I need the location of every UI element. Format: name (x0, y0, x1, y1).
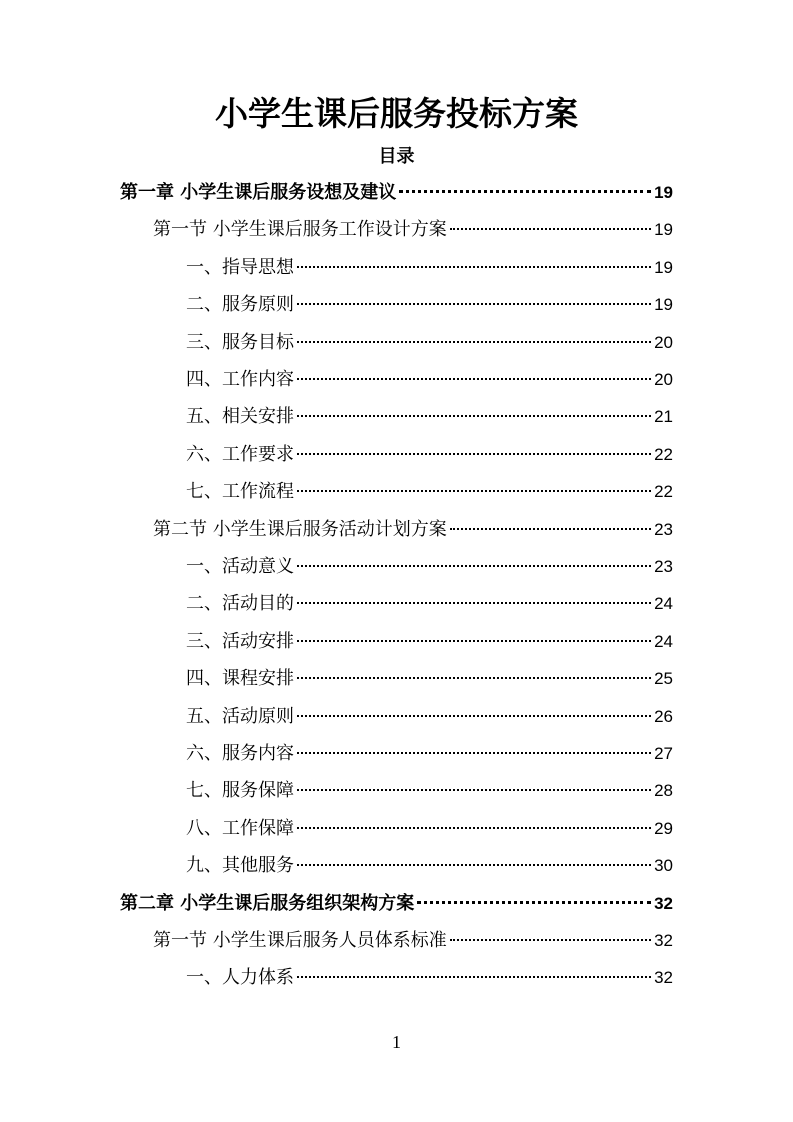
toc-dot-leader (297, 640, 651, 642)
toc-entry-page: 26 (654, 706, 673, 726)
toc-entry-label: 第二节 小学生课后服务活动计划方案 (153, 518, 447, 540)
toc-entry-section[interactable] (153, 511, 673, 548)
toc-entry-page: 32 (654, 931, 673, 950)
toc-entry-section[interactable] (153, 211, 673, 248)
toc-entry-page: 23 (654, 519, 673, 539)
toc-dot-leader (297, 490, 651, 492)
toc-dot-leader (297, 752, 651, 754)
toc-entry-label: 九、其他服务 (186, 855, 294, 877)
toc-entry-item[interactable] (186, 473, 673, 510)
toc-entry-item[interactable] (186, 436, 673, 473)
toc-entry-label: 六、服务内容 (186, 743, 294, 764)
toc-entry-chapter[interactable] (120, 885, 673, 922)
toc-dot-leader (297, 378, 651, 380)
toc-entry-item[interactable] (186, 286, 673, 323)
toc-dot-leader (297, 453, 651, 455)
toc-entry-item[interactable] (186, 398, 673, 435)
toc-entry-label: 四、课程安排 (186, 668, 294, 690)
toc-entry-label: 第一章 小学生课后服务设想及建议 (120, 182, 397, 203)
toc-entry-item[interactable] (186, 847, 673, 884)
toc-dot-leader (297, 789, 651, 791)
toc-dot-leader (297, 602, 651, 604)
toc-entry-label: 三、服务目标 (186, 331, 294, 353)
toc-dot-leader (297, 677, 651, 679)
toc-entry-item[interactable] (186, 623, 673, 660)
toc-dot-leader (450, 939, 651, 941)
toc-entry-page: 19 (654, 220, 673, 240)
toc-entry-page: 29 (654, 818, 673, 838)
toc-entry-label: 一、指导思想 (186, 256, 294, 278)
toc-entry-label: 五、相关安排 (186, 406, 294, 428)
toc-entry-label: 二、活动目的 (186, 593, 294, 615)
toc-entry-label: 七、工作流程 (186, 481, 294, 503)
toc-entry-label: 八、工作保障 (186, 817, 294, 839)
toc-entry-page: 19 (654, 257, 673, 277)
toc-dot-leader (417, 901, 651, 904)
toc-dot-leader (297, 415, 651, 417)
toc-entry-item[interactable] (186, 810, 673, 847)
toc-dot-leader (297, 864, 651, 866)
toc-entry-label: 第一节 小学生课后服务工作设计方案 (153, 219, 447, 241)
toc-entry-item[interactable] (186, 772, 673, 809)
toc-entry-page: 27 (654, 744, 673, 763)
toc-dot-leader (399, 190, 651, 193)
document-title: 小学生课后服务投标方案 (215, 94, 578, 133)
toc-entry-page: 22 (654, 482, 673, 502)
toc-entry-page: 30 (654, 856, 673, 876)
toc-entry-page: 28 (654, 781, 673, 801)
toc-entry-page: 32 (654, 968, 673, 988)
toc-entry-label: 二、服务原则 (186, 294, 294, 316)
toc-dot-leader (297, 341, 651, 343)
toc-entry-page: 23 (654, 557, 673, 576)
toc-dot-leader (297, 565, 651, 567)
toc-entry-label: 五、活动原则 (186, 705, 294, 727)
toc-entry-item[interactable] (186, 660, 673, 697)
toc-entry-label: 第一节 小学生课后服务人员体系标准 (153, 930, 447, 951)
toc-entry-page: 19 (654, 295, 673, 315)
toc-entry-page: 24 (654, 594, 673, 614)
toc-entry-item[interactable] (186, 698, 673, 735)
toc-entry-item[interactable] (186, 959, 673, 996)
toc-dot-leader (297, 827, 651, 829)
toc-entry-page: 22 (654, 444, 673, 464)
page-number: 1 (392, 1032, 401, 1052)
toc-entry-label: 七、服务保障 (186, 780, 294, 802)
toc-dot-leader (297, 976, 651, 978)
toc-entry-item[interactable] (186, 361, 673, 398)
toc-entry-page: 24 (654, 631, 673, 651)
toc-entry-page: 25 (654, 669, 673, 689)
toc-entry-label: 三、活动安排 (186, 630, 294, 652)
toc-entry-page: 32 (654, 893, 673, 913)
toc-entry-item[interactable] (186, 324, 673, 361)
toc-dot-leader (297, 266, 651, 268)
toc-entry-item[interactable] (186, 249, 673, 286)
toc-heading: 目录 (378, 146, 415, 167)
toc-dot-leader (450, 228, 651, 230)
toc-entry-page: 20 (654, 370, 673, 389)
toc-entry-page: 20 (654, 332, 673, 352)
toc-entry-item[interactable] (186, 585, 673, 622)
toc-entry-page: 19 (654, 183, 673, 202)
toc-entry-label: 四、工作内容 (186, 369, 294, 390)
toc-entry-page: 21 (654, 407, 673, 427)
toc-dot-leader (297, 303, 651, 305)
toc-entry-item[interactable] (186, 548, 673, 585)
toc-entry-label: 一、人力体系 (186, 967, 294, 989)
toc-entry-section[interactable] (153, 922, 673, 959)
toc-entry-label: 六、工作要求 (186, 443, 294, 465)
toc-entry-label: 第二章 小学生课后服务组织架构方案 (120, 892, 415, 914)
toc-dot-leader (297, 715, 651, 717)
toc-dot-leader (450, 528, 651, 530)
toc-entry-item[interactable] (186, 735, 673, 772)
toc-entry-label: 一、活动意义 (186, 556, 294, 577)
toc-entry-chapter[interactable] (120, 174, 673, 211)
